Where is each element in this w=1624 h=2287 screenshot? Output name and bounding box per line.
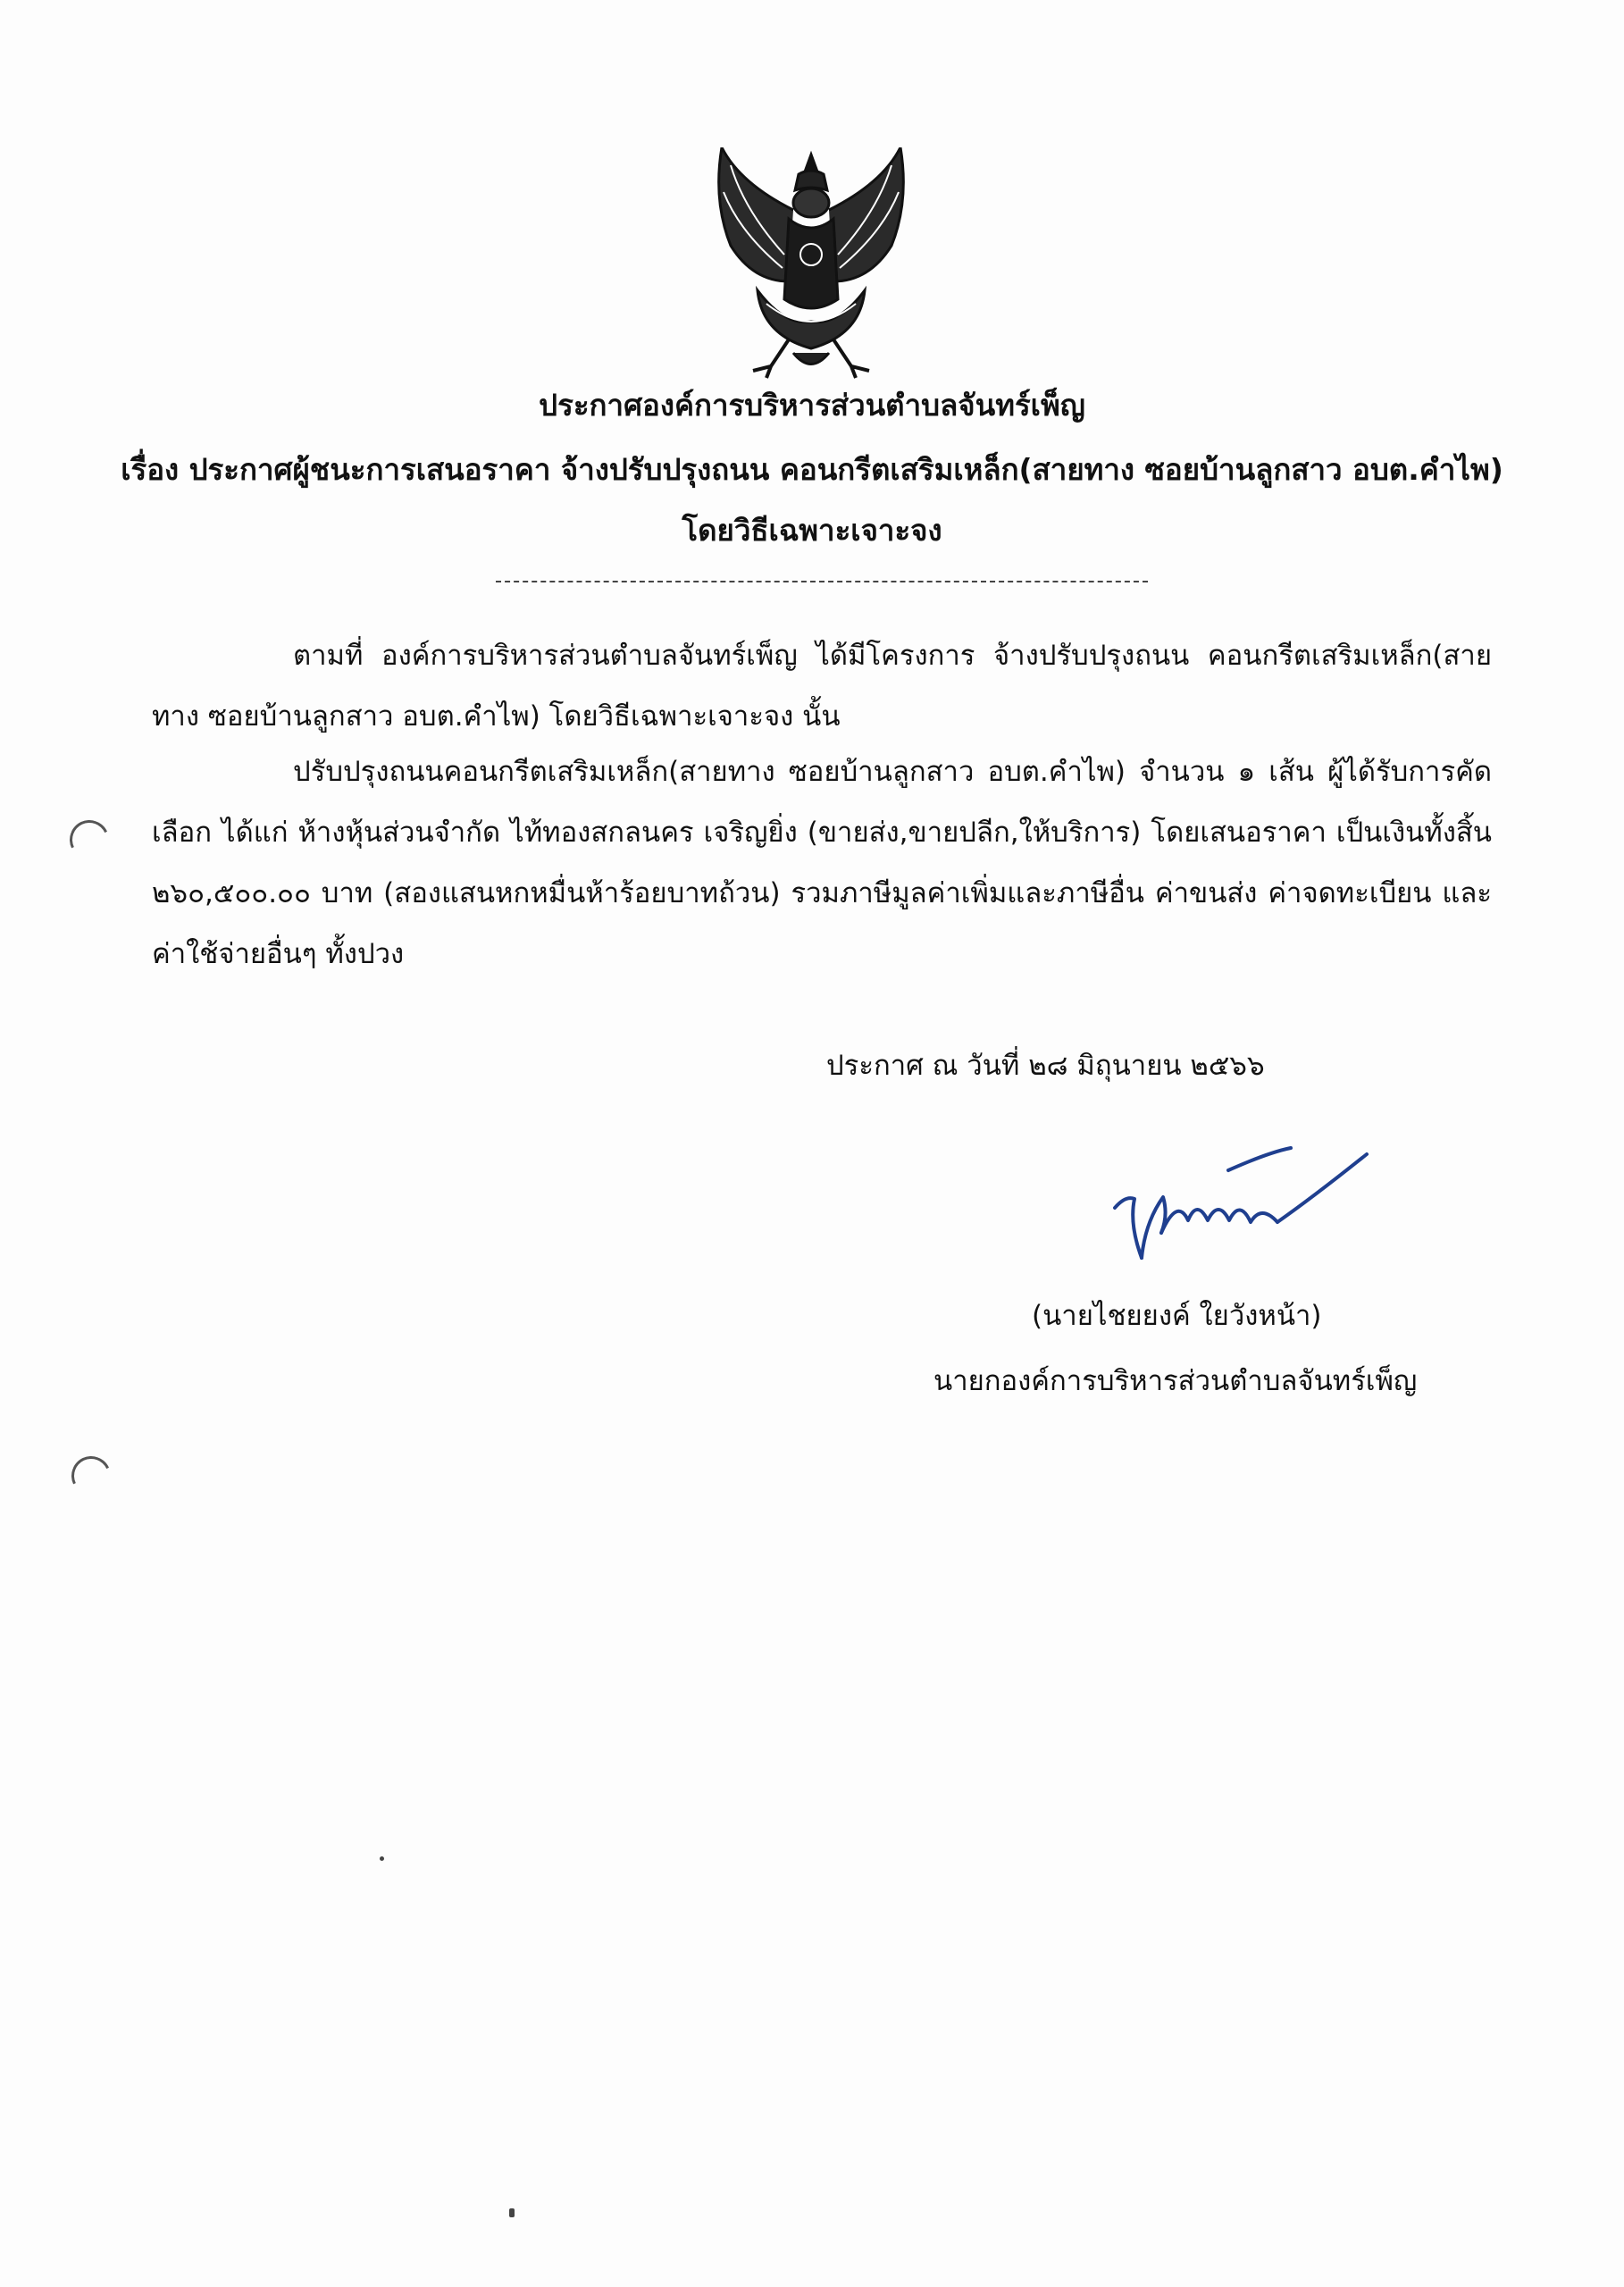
punch-hole-mark: [64, 815, 114, 865]
punch-hole-mark: [66, 1451, 116, 1501]
announcement-date: ประกาศ ณ วันที่ ๒๘ มิถุนายน ๒๕๖๖: [826, 1050, 1265, 1082]
procurement-method: โดยวิธีเฉพาะเจาะจง: [682, 513, 942, 548]
divider-line: [496, 581, 1148, 582]
announcement-subject: เรื่อง ประกาศผู้ชนะการเสนอราคา จ้างปรับปรุงถนน คอนกรีตเสริมเหล็ก(สายทาง ซอยบ้านลูกสาว อบต.คำไพ): [121, 452, 1503, 487]
announcement-title: ประกาศองค์การบริหารส่วนตำบลจันทร์เพ็ญ: [539, 388, 1085, 423]
scan-speck: [380, 1856, 384, 1861]
scan-speck: [509, 2208, 515, 2217]
paragraph-intro: ตามที่ องค์การบริหารส่วนตำบลจันทร์เพ็ญ ได้มีโครงการ จ้างปรับปรุงถนน คอนกรีตเสริมเหล็ก(สายทาง ซอยบ้านลูกสาว อบต.คำไพ) โดยวิธีเฉพาะเจาะจง นั้น: [152, 640, 1492, 733]
signer-name: (นายไชยยงค์ ใยวังหน้า): [1032, 1300, 1322, 1332]
garuda-emblem-icon: [704, 147, 918, 380]
paragraph-winner: ปรับปรุงถนนคอนกรีตเสริมเหล็ก(สายทาง ซอยบ้านลูกสาว อบต.คำไพ) จำนวน ๑ เส้น ผู้ได้รับการคัดเลือก ได้แก่ ห้างหุ้นส่วนจำกัด ไท้ทองสกลนคร เจริญยิ่ง (ขายส่ง,ขายปลีก,ให้บริการ) โดยเสนอราคา เป็นเงินทั้งสิ้น ๒๖๐,๕๐๐.๐๐ บาท (สองแสนหกหมื่นห้าร้อยบาทถ้วน) รวมภาษีมูลค่าเพิ่มและภาษีอื่น ค่าขนส่ง ค่าจดทะเบียน และค่าใช้จ่ายอื่นๆ ทั้งปวง: [152, 756, 1492, 970]
handwritten-signature-icon: [1099, 1135, 1385, 1278]
signer-position: นายกองค์การบริหารส่วนตำบลจันทร์เพ็ญ: [933, 1365, 1418, 1397]
